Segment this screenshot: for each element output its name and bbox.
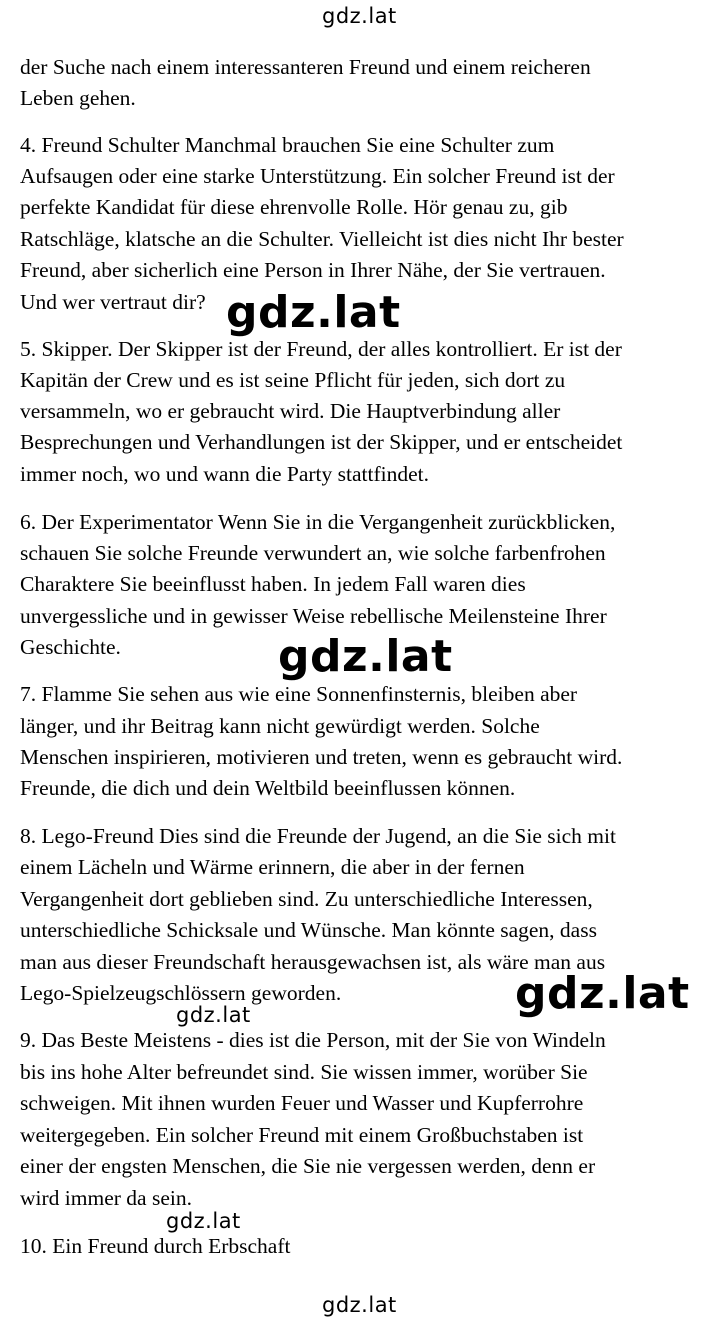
text-line: länger, und ihr Beitrag kann nicht gewürdigt werden. Solche [20,714,540,738]
text-line: 8. Lego-Freund Dies sind die Freunde der Jugend, an die Sie sich mit [20,824,616,848]
text-line: versammeln, wo er gebraucht wird. Die Hauptverbindung aller [20,399,561,423]
text-line: wird immer da sein. [20,1186,192,1210]
text-line: Leben gehen. [20,86,136,110]
text-line: 9. Das Beste Meistens - dies ist die Person, mit der Sie von Windeln [20,1028,606,1052]
text-line: Und wer vertraut dir? [20,290,206,314]
watermark-top: gdz.lat [322,4,397,28]
text-line: schweigen. Mit ihnen wurden Feuer und Wasser und Kupferrohre [20,1091,584,1115]
text-line: unterschiedliche Schicksale und Wünsche. Man könnte sagen, dass [20,918,597,942]
text-line: 7. Flamme Sie sehen aus wie eine Sonnenfinsternis, bleiben aber [20,682,578,706]
watermark-large: gdz.lat [278,631,453,682]
text-line: Geschichte. [20,635,121,659]
text-line: Kapitän der Crew und es ist seine Pflicht für jeden, sich dort zu [20,368,566,392]
text-line: 6. Der Experimentator Wenn Sie in die Vergangenheit zurückblicken, [20,510,616,534]
text-line: Aufsaugen oder eine starke Unterstützung. Ein solcher Freund ist der [20,164,615,188]
text-line: bis ins hohe Alter befreundet sind. Sie wissen immer, worüber Sie [20,1060,588,1084]
text-line: 10. Ein Freund durch Erbschaft [20,1234,291,1258]
watermark-large: gdz.lat [226,287,401,338]
text-line: Charaktere Sie beeinflusst haben. In jedem Fall waren dies [20,572,526,596]
watermark-bottom: gdz.lat [322,1293,397,1317]
watermark-small: gdz.lat [166,1209,241,1233]
text-line: weitergegeben. Ein solcher Freund mit einem Großbuchstaben ist [20,1123,584,1147]
text-line: einer der engsten Menschen, die Sie nie vergessen werden, denn er [20,1154,596,1178]
text-line: immer noch, wo und wann die Party stattfindet. [20,462,430,486]
text-line: Menschen inspirieren, motivieren und treten, wenn es gebraucht wird. [20,745,623,769]
text-line: unvergessliche und in gewisser Weise rebellische Meilensteine Ihrer [20,604,607,628]
text-line: einem Lächeln und Wärme erinnern, die aber in der fernen [20,855,525,879]
text-line: Vergangenheit dort geblieben sind. Zu unterschiedliche Interessen, [20,887,593,911]
text-line: 4. Freund Schulter Manchmal brauchen Sie eine Schulter zum [20,133,555,157]
watermark-small: gdz.lat [176,1003,251,1027]
text-line: 5. Skipper. Der Skipper ist der Freund, der alles kontrolliert. Er ist der [20,337,622,361]
text-line: perfekte Kandidat für diese ehrenvolle Rolle. Hör genau zu, gib [20,195,568,219]
watermark-large: gdz.lat [515,968,690,1019]
text-line: der Suche nach einem interessanteren Freund und einem reicheren [20,55,591,79]
text-line: Besprechungen und Verhandlungen ist der Skipper, und er entscheidet [20,430,623,454]
text-line: schauen Sie solche Freunde verwundert an, wie solche farbenfrohen [20,541,606,565]
text-line: Ratschläge, klatsche an die Schulter. Vielleicht ist dies nicht Ihr bester [20,227,624,251]
text-line: Freund, aber sicherlich eine Person in Ihrer Nähe, der Sie vertrauen. [20,258,606,282]
text-line: Freunde, die dich und dein Weltbild beeinflussen können. [20,776,516,800]
text-line: Lego-Spielzeugschlössern geworden. [20,981,342,1005]
text-line: man aus dieser Freundschaft herausgewachsen ist, als wäre man aus [20,950,606,974]
